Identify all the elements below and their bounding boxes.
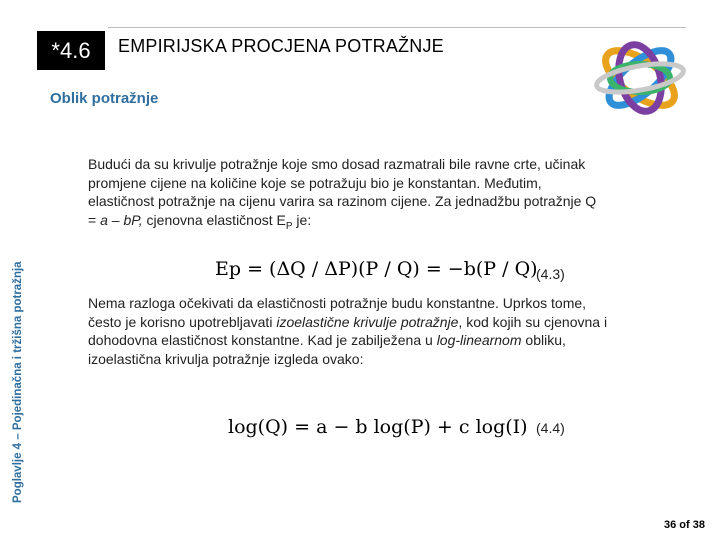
paragraph-1 (88, 155, 608, 236)
equation-4-3: Ep = (ΔQ / ΔP)(P / Q) = −b(P / Q) (215, 258, 538, 280)
minus-sign: – (107, 211, 124, 228)
subtitle: Oblik potražnje (50, 90, 159, 107)
equation-4-4: log(Q) = a − b log(P) + c log(I) (228, 416, 528, 438)
subscript-p: P (285, 220, 293, 232)
paragraph-2-text-2: , kod kojih su cjenovna i dohodovna elastičnost konstantne. Kad je zabilježena u (88, 313, 608, 348)
paragraph-2-italic-1: izoelastične krivulje potražnje (276, 313, 459, 330)
paragraph-2-italic-2: log-linearnom (436, 332, 522, 348)
section-title: EMPIRIJSKA PROCJENA POTRAŽNJE (118, 36, 444, 56)
var-bp: bP, (123, 211, 143, 228)
paragraph-2 (88, 294, 618, 368)
equation-4-3-number: (4.3) (536, 266, 565, 282)
paragraph-1-end: je: (292, 211, 312, 228)
var-a: a (100, 211, 108, 228)
paragraph-2-text-1: Nema razloga očekivati da elastičnosti potražnje budu konstantne. Uprkos tome, često je korisno upotrebljavati (88, 295, 587, 330)
interlocked-rings-logo-icon (582, 24, 700, 132)
paragraph-2-text-3: obliku, izoelastična krivulja potražnje izgleda ovako: (88, 332, 566, 367)
chapter-side-label: Poglavlje 4 – Pojedinačna i tržišna potražnja (12, 261, 24, 503)
equation-4-4-number: (4.4) (536, 420, 565, 436)
paragraph-1-mid: cjenovna elastičnost E (142, 211, 286, 228)
page-number: 36 of 38 (664, 519, 705, 531)
section-number: *4.6 (37, 31, 105, 70)
paragraph-1-text: Budući da su krivulje potražnje koje smo dosad razmatrali bile ravne crte, učinak promjene cijene na količine koje se potražuju bio je konstantan. Međutim, elastičnost potražnje na cijenu varira sa razinom cijene. Za jednadžbu potražnje Q = (88, 156, 597, 228)
